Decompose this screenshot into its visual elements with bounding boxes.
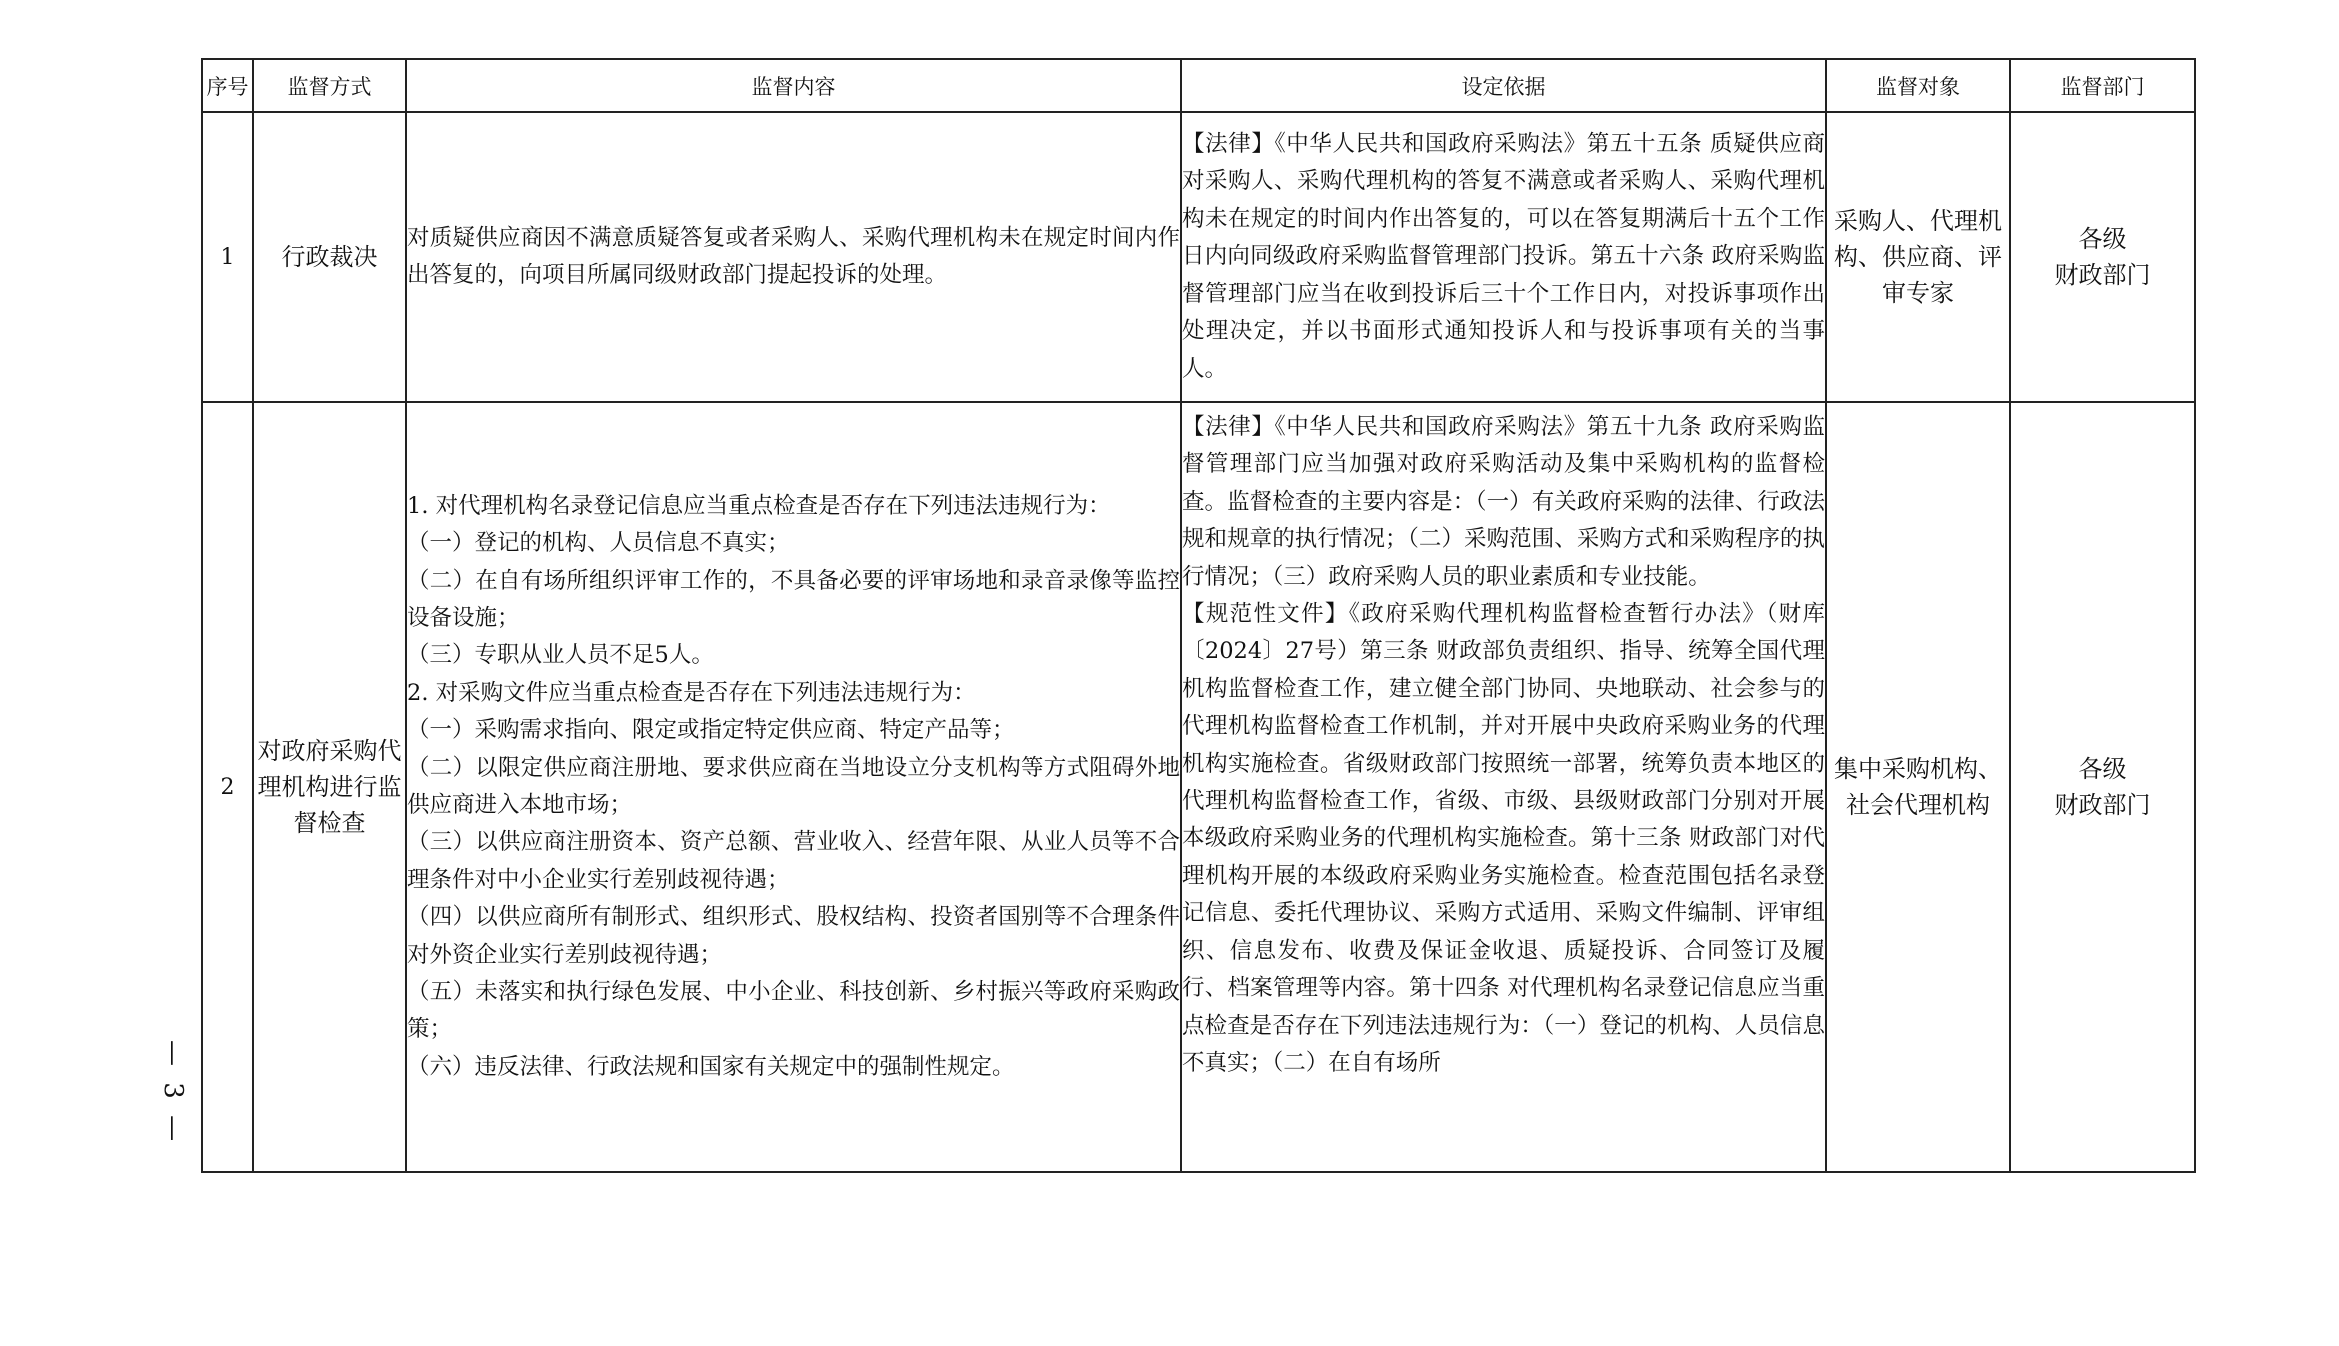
supervision-table — [201, 58, 2196, 1173]
dept-line-2: 财政部门 — [2054, 791, 2151, 819]
content-line: （三）专职从业人员不足5人。 — [407, 642, 714, 669]
content-line: （二）在自有场所组织评审工作的，不具备必要的评审场地和录音录像等监控设备设施； — [407, 567, 1180, 631]
row-content — [406, 402, 1181, 1172]
table-row — [202, 112, 2195, 402]
page-number: — 3 — — [158, 1040, 188, 1146]
row-num: 2 — [202, 402, 253, 1172]
content-line: （一）登记的机构、人员信息不真实； — [407, 530, 790, 557]
row-dept — [2010, 112, 2195, 402]
header-basis: 设定依据 — [1181, 59, 1826, 112]
row-content: 对质疑供应商因不满意质疑答复或者采购人、采购代理机构未在规定时间内作出答复的，向项目所属同级财政部门提起投诉的处理。 — [406, 112, 1181, 402]
header-method: 监督方式 — [253, 59, 406, 112]
row-basis: 【法律】《中华人民共和国政府采购法》第五十五条 质疑供应商对采购人、采购代理机构的答复不满意或者采购人、采购代理机构未在规定的时间内作出答复的，可以在答复期满后十五个工作日内向同级政府采购监督管理部门投诉。第五十六条 政府采购监督管理部门应当在收到投诉后三十个工作日内，对投诉事项作出处理决定，并以书面形式通知投诉人和与投诉事项有关的当事人。 — [1181, 112, 1826, 402]
dept-line-1: 各级 — [2078, 225, 2127, 253]
content-line: （五）未落实和执行绿色发展、中小企业、科技创新、乡村振兴等政府采购政策； — [407, 979, 1180, 1043]
content-line: 2. 对采购文件应当重点检查是否存在下列违法违规行为： — [407, 679, 976, 706]
row-basis — [1181, 402, 1826, 1172]
row-method: 对政府采购代理机构进行监督检查 — [253, 402, 406, 1172]
header-target: 监督对象 — [1826, 59, 2010, 112]
header-dept: 监督部门 — [2010, 59, 2195, 112]
content-line: （二）以限定供应商注册地、要求供应商在当地设立分支机构等方式阻碍外地供应商进入本地市场； — [407, 754, 1180, 818]
content-line: （三）以供应商注册资本、资产总额、营业收入、经营年限、从业人员等不合理条件对中小企业实行差别歧视待遇； — [407, 829, 1180, 893]
content-line: （一）采购需求指向、限定或指定特定供应商、特定产品等； — [407, 717, 1015, 744]
row-target: 采购人、代理机构、供应商、评审专家 — [1826, 112, 2010, 402]
dept-line-1: 各级 — [2078, 755, 2127, 783]
content-line: （四）以供应商所有制形式、组织形式、股权结构、投资者国别等不合理条件对外资企业实行差别歧视待遇； — [407, 904, 1180, 968]
basis-paragraph: 【规范性文件】《政府采购代理机构监督检查暂行办法》（财库〔2024〕27号）第三条 财政部负责组织、指导、统筹全国代理机构监督检查工作，建立健全部门协同、央地联动、社会参与的代理机构监督检查工作机制，并对开展中央政府采购业务的代理机构实施检查。省级财政部门按照统一部署，统筹负责本地区的代理机构监督检查工作，省级、市级、县级财政部门分别对开展本级政府采购业务的代理机构实施检查。第十三条 财政部门对代理机构开展的本级政府采购业务实施检查。检查范围包括名录登记信息、委托代理协议、采购方式适用、采购文件编制、评审组织、信息发布、收费及保证金收退、质疑投诉、合同签订及履行、档案管理等内容。第十四条 对代理机构名录登记信息应当重点检查是否存在下列违法违规行为：（一）登记的机构、人员信息不真实；（二）在自有场所 — [1182, 601, 1825, 1076]
header-row — [202, 59, 2195, 112]
row-dept — [2010, 402, 2195, 1172]
table-row — [202, 402, 2195, 1172]
content-line: （六）违反法律、行政法规和国家有关规定中的强制性规定。 — [407, 1053, 1015, 1080]
row-num: 1 — [202, 112, 253, 402]
content-line: 1. 对代理机构名录登记信息应当重点检查是否存在下列违法违规行为： — [407, 492, 1111, 519]
header-num: 序号 — [202, 59, 253, 112]
header-content: 监督内容 — [406, 59, 1181, 112]
row-method: 行政裁决 — [253, 112, 406, 402]
basis-paragraph: 【法律】《中华人民共和国政府采购法》第五十九条 政府采购监督管理部门应当加强对政府采购活动及集中采购机构的监督检查。监督检查的主要内容是：（一）有关政府采购的法律、行政法规和规章的执行情况；（二）采购范围、采购方式和采购程序的执行情况；（三）政府采购人员的职业素质和专业技能。 — [1182, 414, 1825, 590]
row-target: 集中采购机构、社会代理机构 — [1826, 402, 2010, 1172]
dept-line-2: 财政部门 — [2054, 261, 2151, 289]
